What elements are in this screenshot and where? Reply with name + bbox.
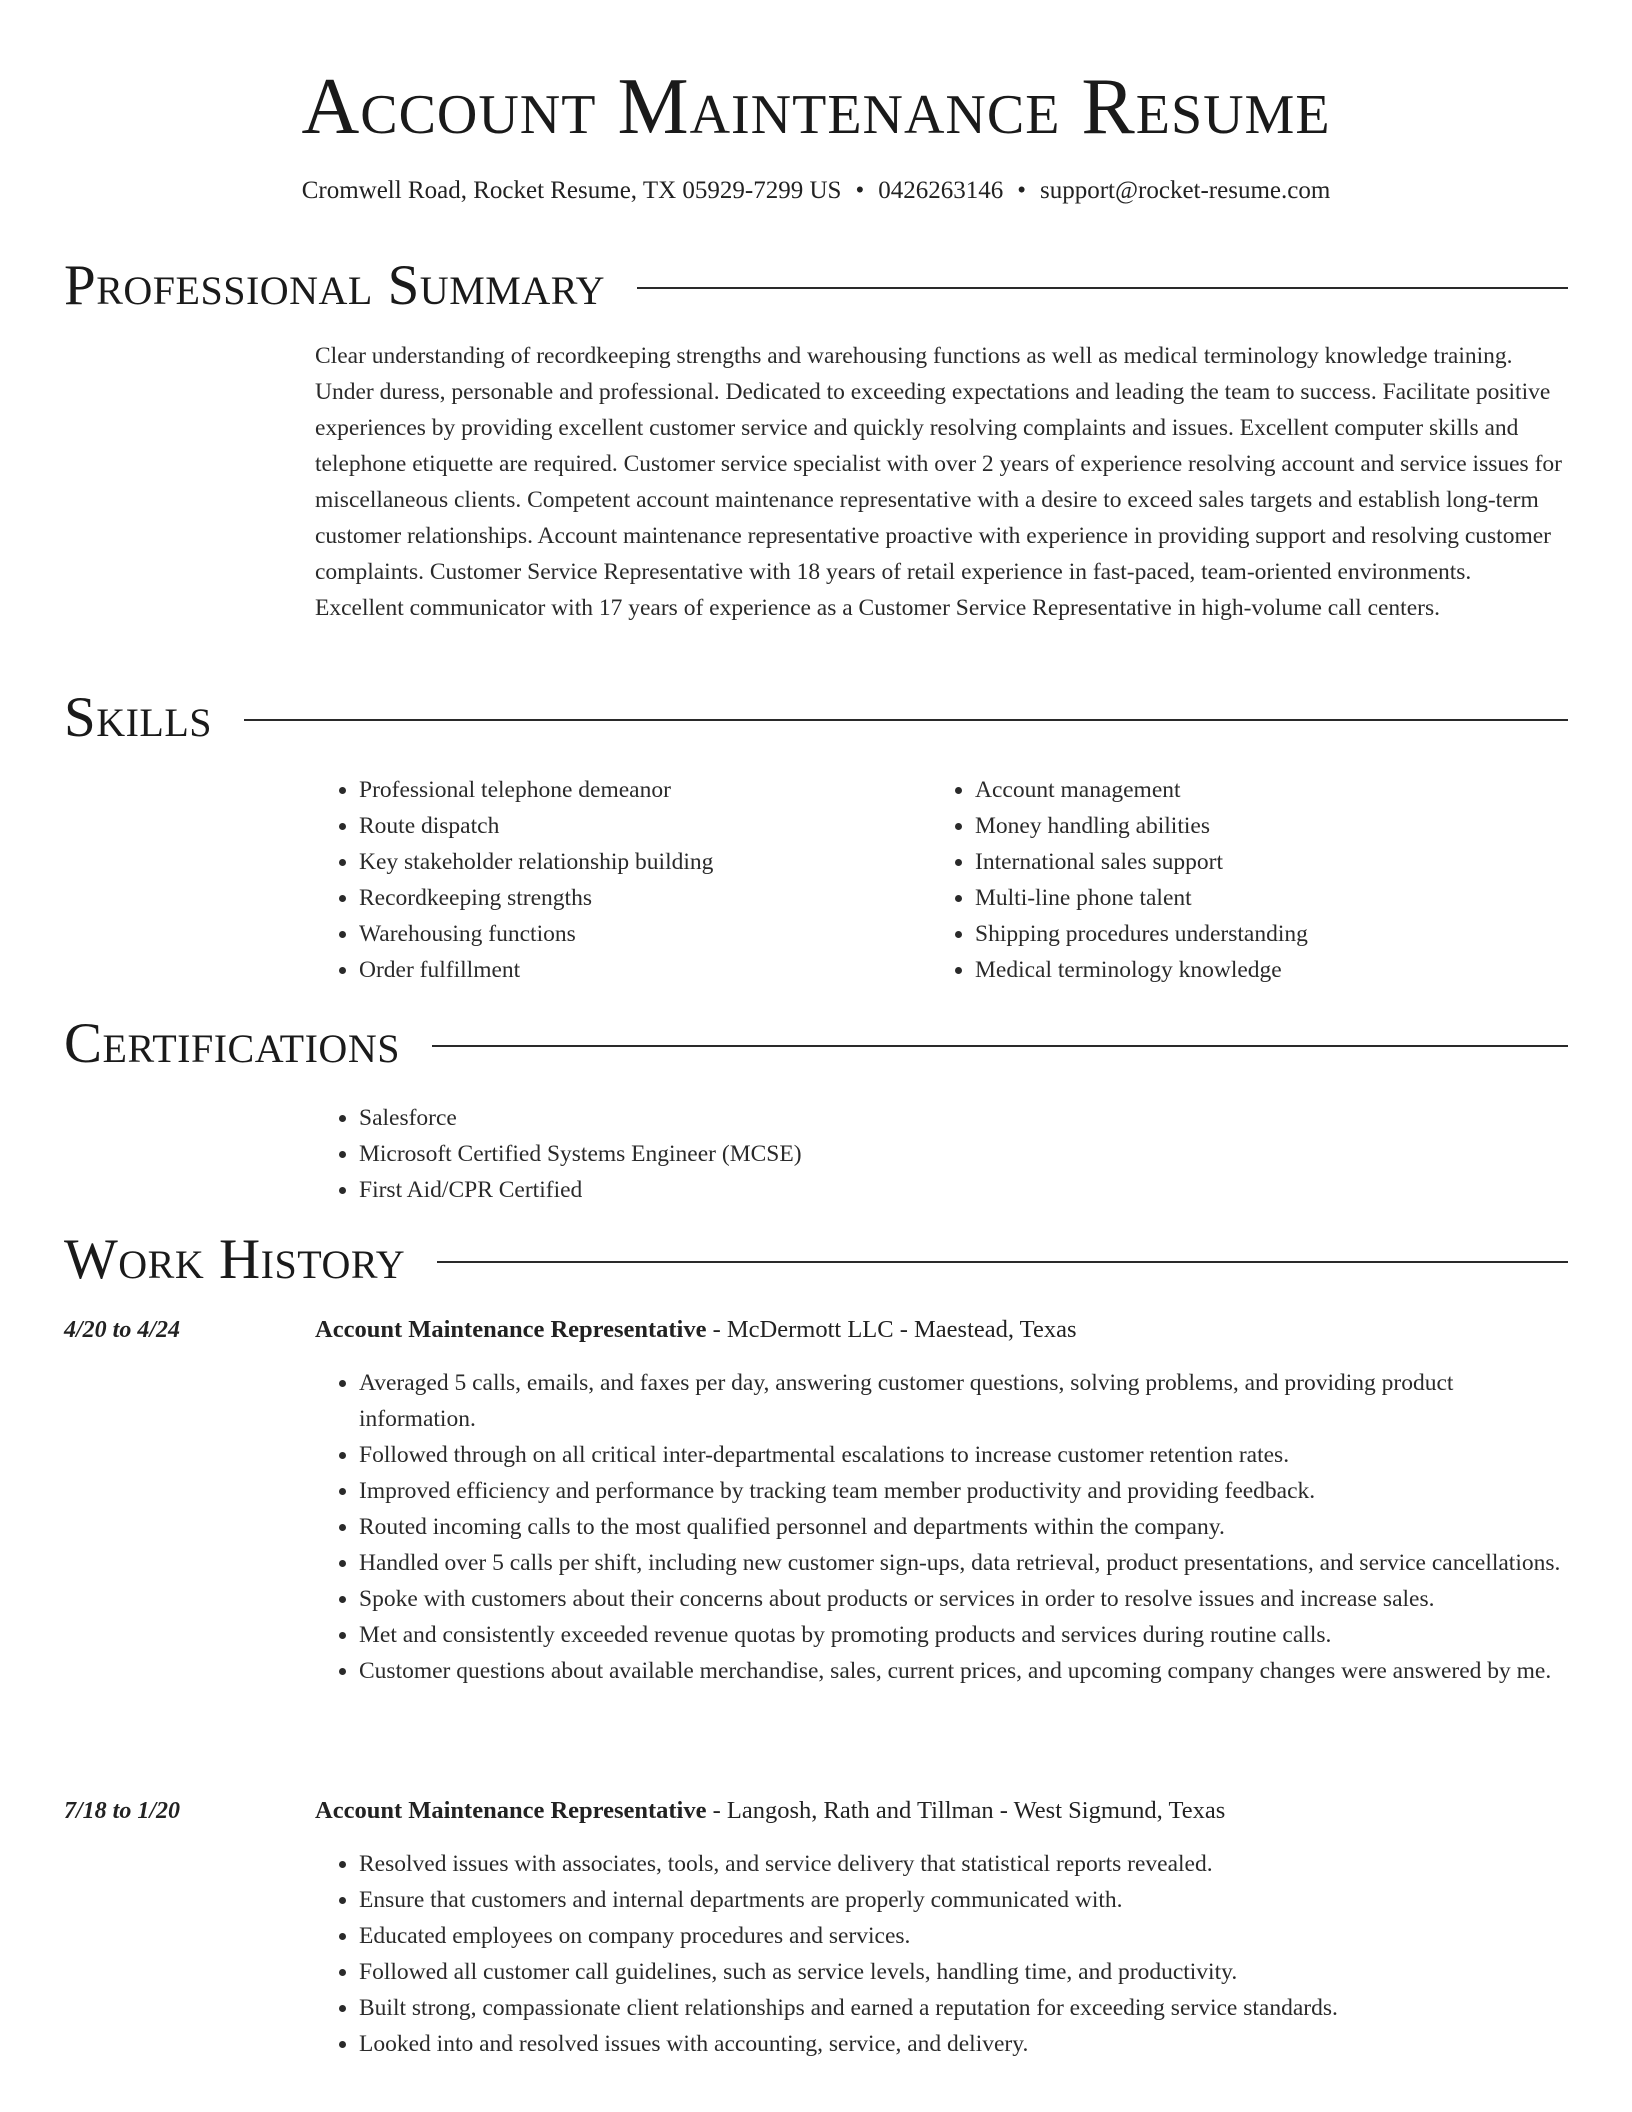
section-divider bbox=[432, 1045, 1568, 1047]
certifications-heading: Certifications bbox=[64, 1012, 400, 1075]
skill-item: • Money handling abilities bbox=[975, 808, 1565, 844]
certification-item: • Microsoft Certified Systems Engineer (MCSE) bbox=[359, 1136, 1565, 1172]
job-dates: 4/20 to 4/24 bbox=[64, 1317, 181, 1343]
job-dates: 7/18 to 1/20 bbox=[64, 1798, 181, 1824]
contact-separator: • bbox=[1017, 177, 1026, 204]
work-history-heading: Work History bbox=[64, 1228, 406, 1291]
responsibility-item: • Educated employees on company procedures and services. bbox=[359, 1918, 1565, 1954]
job-role: Account Maintenance Representative bbox=[315, 1797, 707, 1824]
skill-item: • Recordkeeping strengths bbox=[359, 880, 915, 916]
contact-line bbox=[0, 174, 1632, 208]
skills-section-header bbox=[64, 686, 1568, 750]
skill-item: • Route dispatch bbox=[359, 808, 915, 844]
certification-item: • Salesforce bbox=[359, 1100, 1565, 1136]
job-responsibilities bbox=[315, 1365, 1565, 1689]
contact-address: Cromwell Road, Rocket Resume, TX 05929-7299 US bbox=[301, 177, 842, 204]
contact-phone: 0426263146 bbox=[878, 177, 1004, 204]
skills-heading: Skills bbox=[64, 686, 213, 749]
job-company: - Langosh, Rath and Tillman - West Sigmund, Texas bbox=[706, 1797, 1226, 1824]
responsibility-item: • Handled over 5 calls per shift, including new customer sign-ups, data retrieval, product presentations, and service cancellations. bbox=[359, 1545, 1565, 1581]
certification-item: • First Aid/CPR Certified bbox=[359, 1172, 1565, 1208]
summary-text: Clear understanding of recordkeeping strengths and warehousing functions as well as medical terminology knowledge training. Under duress, personable and professional. Dedicated to exceeding expectations and leading the team to success. Facilitate positive experiences by providing excellent customer service and quickly resolving complaints and issues. Excellent computer skills and telephone etiquette are required. Customer service specialist with over 2 years of experience resolving account and service issues for miscellaneous clients. Competent account maintenance representative with a desire to exceed sales targets and establish long-term customer relationships. Account maintenance representative proactive with experience in providing support and resolving customer complaints. Customer Service Representative with 18 years of retail experience in fast-paced, team-oriented environments. Excellent communicator with 17 years of experience as a Customer Service Representative in high-volume call centers. bbox=[315, 343, 1562, 621]
certifications-list bbox=[315, 1100, 1565, 1208]
resume-title: Account Maintenance Resume bbox=[301, 63, 1331, 151]
job-responsibilities bbox=[315, 1846, 1565, 2062]
skill-item: • Shipping procedures understanding bbox=[975, 916, 1565, 952]
certifications-section-header bbox=[64, 1012, 1568, 1076]
skills-column-right bbox=[931, 772, 1565, 988]
summary-section-header bbox=[64, 254, 1568, 318]
responsibility-item: • Looked into and resolved issues with accounting, service, and delivery. bbox=[359, 2026, 1565, 2062]
skill-item: • International sales support bbox=[975, 844, 1565, 880]
contact-separator: • bbox=[855, 177, 865, 204]
skill-item: • Order fulfillment bbox=[359, 952, 915, 988]
responsibility-item: • Improved efficiency and performance by tracking team member productivity and providing feedback. bbox=[359, 1473, 1565, 1509]
skill-item: • Account management bbox=[975, 772, 1565, 808]
section-divider bbox=[244, 719, 1568, 721]
job-role: Account Maintenance Representative bbox=[315, 1316, 707, 1343]
contact-email: support@rocket-resume.com bbox=[1040, 177, 1331, 204]
job-header bbox=[315, 1312, 1565, 1348]
job-header bbox=[315, 1793, 1565, 1829]
work-history-section-header bbox=[64, 1228, 1568, 1292]
skill-item: • Warehousing functions bbox=[359, 916, 915, 952]
responsibility-item: • Spoke with customers about their concerns about products or services in order to resolve issues and increase sales. bbox=[359, 1581, 1565, 1617]
responsibility-item: • Routed incoming calls to the most qualified personnel and departments within the company. bbox=[359, 1509, 1565, 1545]
skill-item: • Key stakeholder relationship building bbox=[359, 844, 915, 880]
summary-heading: Professional Summary bbox=[64, 254, 606, 317]
responsibility-item: • Followed through on all critical inter-departmental escalations to increase customer retention rates. bbox=[359, 1437, 1565, 1473]
responsibility-item: • Followed all customer call guidelines, such as service levels, handling time, and productivity. bbox=[359, 1954, 1565, 1990]
skill-item: • Multi-line phone talent bbox=[975, 880, 1565, 916]
responsibility-item: • Customer questions about available merchandise, sales, current prices, and upcoming company changes were answered by me. bbox=[359, 1653, 1565, 1689]
skill-item: • Medical terminology knowledge bbox=[975, 952, 1565, 988]
section-divider bbox=[637, 287, 1568, 289]
responsibility-item: • Resolved issues with associates, tools, and service delivery that statistical reports revealed. bbox=[359, 1846, 1565, 1882]
responsibility-item: • Met and consistently exceeded revenue quotas by promoting products and services during routine calls. bbox=[359, 1617, 1565, 1653]
job-company: - McDermott LLC - Maestead, Texas bbox=[706, 1316, 1077, 1343]
skill-item: • Professional telephone demeanor bbox=[359, 772, 915, 808]
skills-column-left bbox=[315, 772, 915, 988]
responsibility-item: • Averaged 5 calls, emails, and faxes per day, answering customer questions, solving problems, and providing product information. bbox=[359, 1365, 1565, 1437]
section-divider bbox=[437, 1261, 1568, 1263]
responsibility-item: • Built strong, compassionate client relationships and earned a reputation for exceeding service standards. bbox=[359, 1990, 1565, 2026]
responsibility-item: • Ensure that customers and internal departments are properly communicated with. bbox=[359, 1882, 1565, 1918]
